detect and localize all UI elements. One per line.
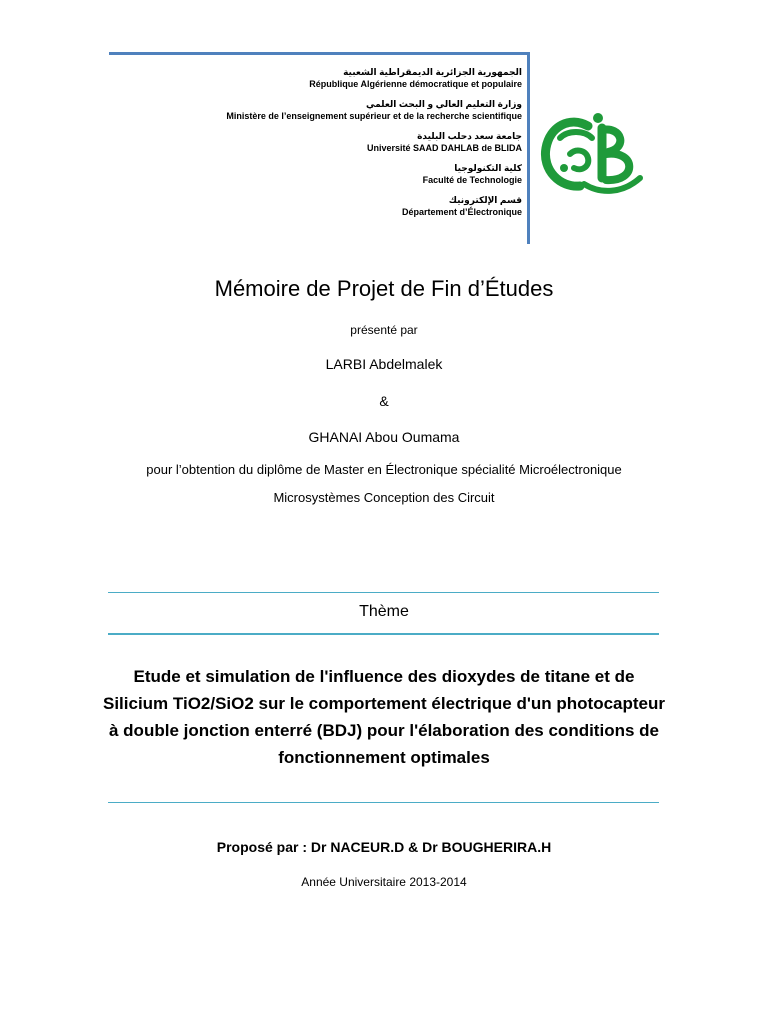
header-border-top (109, 52, 530, 55)
author-1: LARBI Abdelmalek (325, 356, 443, 372)
academic-year: Année Universitaire 2013-2014 (301, 875, 467, 889)
presented-by-label: présenté par (350, 323, 418, 337)
header-ar-republic: الجمهورية الجزائرية الديمقراطية الشعبية (343, 67, 522, 77)
header-ar-ministry: وزارة التعليم العالي و البحث العلمي (366, 99, 522, 109)
theme-text: Etude et simulation de l'influence des dioxydes de titane et de Silicium TiO2/SiO2 sur le comportement électrique d'un photocapteur à double jonction enterré (BDJ) pour l'élaboration des conditions de fonctionnement optimales (102, 667, 665, 767)
header-fr-republic: République Algérienne démocratique et populaire (309, 79, 522, 89)
supervisors: Proposé par : Dr NACEUR.D & Dr BOUGHERIRA.H (216, 839, 552, 855)
header-ar-faculty: كلية التكنولوجيا (454, 163, 522, 173)
university-logo (540, 108, 648, 200)
header-fr-department: Département d’Électronique (401, 207, 522, 217)
header-fr-ministry: Ministère de l’enseignement supérieur et de la recherche scientifique (226, 111, 522, 121)
header-fr-faculty: Faculté de Technologie (422, 175, 522, 185)
header-border-right (527, 52, 530, 244)
header-fr-university: Université SAAD DAHLAB de BLIDA (366, 143, 522, 153)
document-title: Mémoire de Projet de Fin d’Études (214, 276, 554, 301)
theme-rule-top (108, 592, 659, 593)
author-separator: & (379, 393, 389, 409)
degree-line-1: pour l’obtention du diplôme de Master en Électronique spécialité Microélectronique (146, 462, 622, 477)
degree-line-2: Microsystèmes Conception des Circuit (273, 490, 495, 505)
header-ar-department: قسم الإلكترونيك (448, 195, 522, 205)
theme-label: Thème (359, 603, 409, 620)
author-2: GHANAI Abou Oumama (308, 429, 460, 445)
theme-rule-bottom (108, 802, 659, 803)
theme-rule-middle (108, 633, 659, 635)
institution-header (102, 66, 522, 218)
header-ar-university: جامعة سعد دحلب البليدة (417, 131, 522, 141)
